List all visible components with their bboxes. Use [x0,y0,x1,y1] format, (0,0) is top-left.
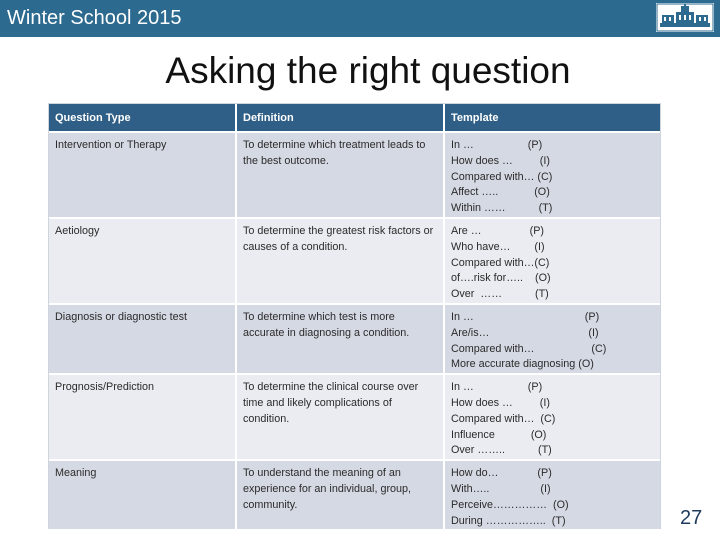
header-bar [0,0,720,37]
definition-cell: To determine the clinical course over time and likely complications of condition. [236,374,444,460]
question-type-cell: Aetiology [49,218,236,304]
template-line: Within …… (T) [451,202,553,215]
template-cell [444,374,660,460]
university-logo [656,3,714,32]
template-line: With….. (I) [451,482,551,495]
definition-cell: To determine which treatment leads to the best outcome. [236,132,444,218]
template-line: Are … (P) [451,225,544,237]
template-line: More accurate diagnosing (O) [451,358,594,371]
table-header-row [49,104,660,132]
definition-cell: To understand the meaning of an experience for an individual, group, community. [236,460,444,529]
template-line: In … (P) [451,311,600,323]
question-type-cell: Meaning [49,460,236,529]
table-row [49,374,660,460]
template-line: During …………….. (T) [451,514,566,527]
template-line: How do… (P) [451,467,552,480]
template-line: In … (P) [451,381,543,394]
template-line: In … (P) [451,139,543,151]
template-line: Influence (O) [451,428,547,441]
template-cell [444,132,660,218]
building-icon [656,3,714,32]
column-header-template: Template [444,104,660,132]
template-line: How does … (I) [451,154,550,167]
template-line: Compared with…(C) [451,256,550,269]
header-title: Winter School 2015 [7,7,182,29]
column-header-question-type: Question Type [49,104,236,132]
template-line: Over …….. (T) [451,444,552,457]
template-line: Over …… (T) [451,288,549,301]
template-line: Perceive…………… (O) [451,498,569,511]
definition-cell: To determine the greatest risk factors or causes of a condition. [236,218,444,304]
question-type-cell: Intervention or Therapy [49,132,236,218]
table-row [49,304,660,374]
template-line: Compared with… (C) [451,342,607,355]
template-line: Compared with… (C) [451,412,556,425]
table-row [49,460,660,529]
table-row [49,218,660,304]
page-number: 27 [680,507,703,529]
template-line: Who have… (I) [451,240,545,253]
template-line: of….risk for….. (O) [451,272,551,285]
template-line: Affect ….. (O) [451,186,550,199]
slide-title: Asking the right question [165,50,571,91]
question-type-cell: Diagnosis or diagnostic test [49,304,236,374]
template-cell [444,304,660,374]
definition-cell: To determine which test is more accurate in diagnosing a condition. [236,304,444,374]
template-line: How does … (I) [451,396,550,409]
template-line: Compared with… (C) [451,170,553,183]
template-cell [444,460,660,529]
question-types-table [48,103,661,529]
template-line: Are/is… (I) [451,326,599,339]
question-type-cell: Prognosis/Prediction [49,374,236,460]
column-header-definition: Definition [236,104,444,132]
table-row [49,132,660,218]
template-cell [444,218,660,304]
